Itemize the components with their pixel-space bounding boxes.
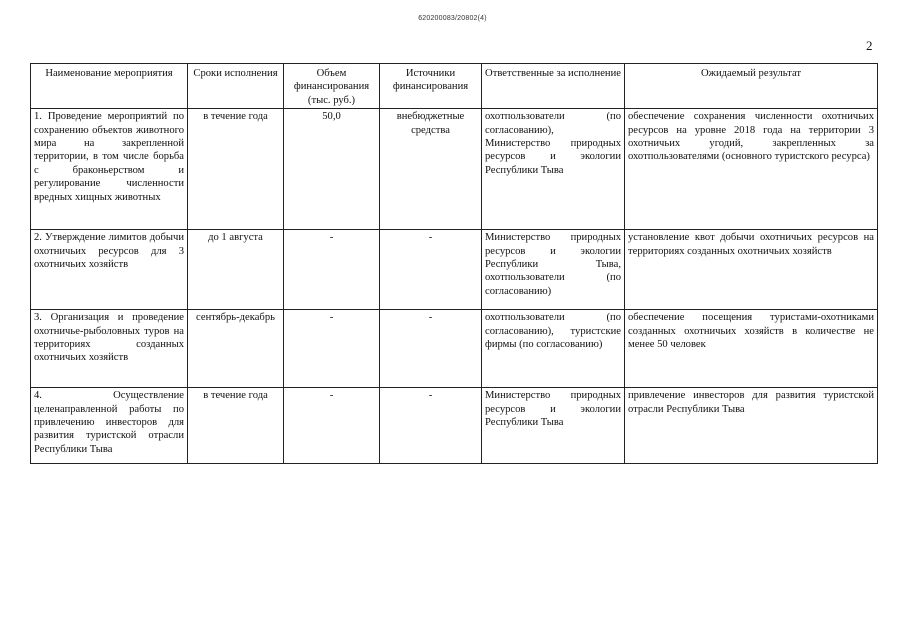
cell-term: в течение года [188, 388, 284, 464]
header-term: Сроки исполнения [188, 64, 284, 109]
cell-result: обеспечение посещения туристами-охотниками созданных охотничьих хозяйств в количестве не менее 50 человек [625, 310, 878, 388]
cell-amount: 50,0 [284, 109, 380, 230]
cell-responsible: Министерство природных ресурсов и экологии Республики Тыва [482, 388, 625, 464]
cell-name: 3. Организация и проведение охотничье-рыболовных туров на территориях созданных охотничьих хозяйств [31, 310, 188, 388]
action-plan-table [30, 63, 878, 464]
cell-amount: - [284, 388, 380, 464]
cell-name: 1. Проведение мероприятий по сохранению объектов животного мира на закрепленной территории, в том числе борьба с браконьерством и регулирование численности вредных хищных животных [31, 109, 188, 230]
cell-responsible: Министерство природных ресурсов и экологии Республики Тыва, охотпользователи (по согласованию) [482, 230, 625, 310]
header-source: Источники финансирования [380, 64, 482, 109]
cell-name: 4. Осуществление целенаправленной работы по привлечению инвесторов для развития туристской отрасли Республики Тыва [31, 388, 188, 464]
cell-source: - [380, 388, 482, 464]
cell-name: 2. Утверждение лимитов добычи охотничьих ресурсов для 3 охотничьих хозяйств [31, 230, 188, 310]
cell-responsible: охотпользователи (по согласованию), Министерство природных ресурсов и экологии Республики Тыва [482, 109, 625, 230]
table-row [31, 230, 878, 310]
cell-term: сентябрь-декабрь [188, 310, 284, 388]
header-result: Ожидаемый результат [625, 64, 878, 109]
document-code: 620200083/20802(4) [418, 15, 487, 22]
cell-responsible: охотпользователи (по согласованию), туристские фирмы (по согласованию) [482, 310, 625, 388]
header-responsible: Ответственные за исполнение [482, 64, 625, 109]
cell-result: установление квот добычи охотничьих ресурсов на территориях созданных охотничьих хозяйств [625, 230, 878, 310]
cell-source: внебюджетные средства [380, 109, 482, 230]
header-amount: Объем финансирования (тыс. руб.) [284, 64, 380, 109]
cell-term: до 1 августа [188, 230, 284, 310]
table-header-row [31, 64, 878, 109]
cell-amount: - [284, 310, 380, 388]
cell-source: - [380, 310, 482, 388]
cell-source: - [380, 230, 482, 310]
header-name: Наименование мероприятия [31, 64, 188, 109]
table-row [31, 388, 878, 464]
cell-result: обеспечение сохранения численности охотничьих ресурсов на уровне 2018 года на территории 3 охотничьих угодий, закрепленных за охотпользователями (основного туристского ресурса) [625, 109, 878, 230]
page-number: 2 [866, 38, 873, 53]
table-row [31, 310, 878, 388]
table-row [31, 109, 878, 230]
cell-amount: - [284, 230, 380, 310]
cell-result: привлечение инвесторов для развития туристской отрасли Республики Тыва [625, 388, 878, 464]
cell-term: в течение года [188, 109, 284, 230]
